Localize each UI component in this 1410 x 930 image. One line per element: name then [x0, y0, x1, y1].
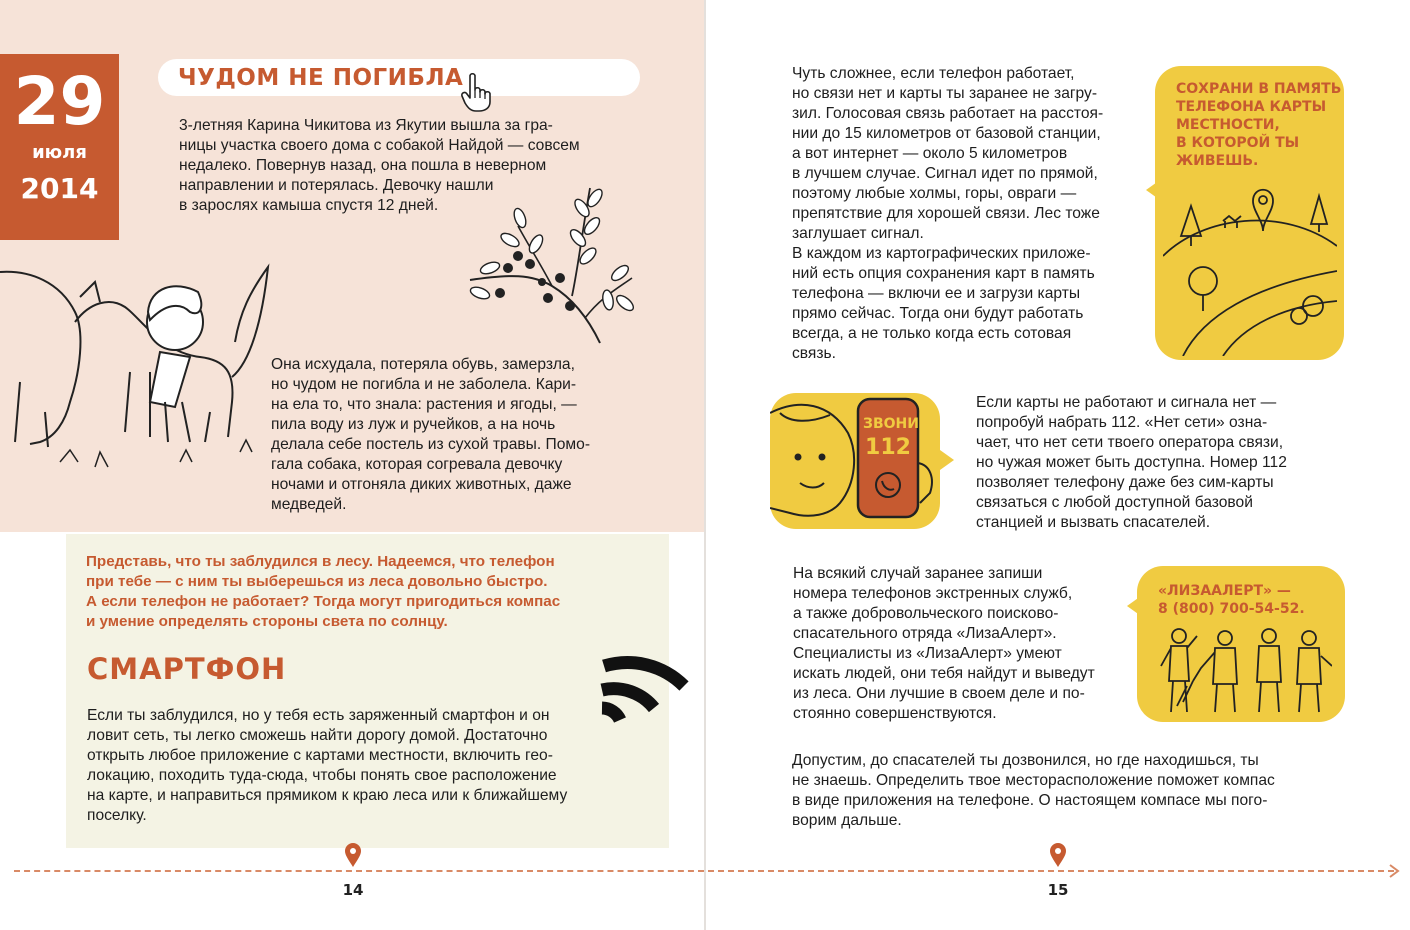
text-line: На всякий случай заранее запиши	[793, 565, 1043, 582]
bubble-tail	[1127, 596, 1141, 616]
text-line: поэтому любые холмы, горы, овраги —	[792, 185, 1077, 202]
text-line: МЕСТНОСТИ,	[1176, 117, 1280, 133]
story-title-pill	[158, 59, 640, 96]
text-line: Допустим, до спасателей ты дозвонился, но где находишься, ты	[792, 752, 1259, 769]
text-line: спасательного отряда «ЛизаАлерт».	[793, 625, 1057, 642]
pointing-hand-cursor-icon	[460, 72, 494, 112]
berry-branch-illustration	[460, 178, 640, 348]
lisa-alert-bubble	[1137, 566, 1345, 722]
text-line: недалеко. Повернув назад, она пошла в неверном	[179, 157, 547, 174]
text-line: «ЛИЗААЛЕРТ» —	[1158, 583, 1291, 599]
smartphone-paragraph	[87, 706, 567, 826]
text-line: на ела то, что знала: растения и ягоды, —	[271, 396, 577, 413]
text-line: Представь, что ты заблудился в лесу. Надеемся, что телефон	[86, 553, 555, 570]
footer-dashed-line	[14, 870, 704, 872]
text-line: заглушает сигнал.	[792, 225, 924, 242]
page-number-right: 15	[1047, 881, 1069, 899]
date-year: 2014	[20, 172, 99, 205]
map-landscape-illustration	[1163, 176, 1337, 356]
bubble-tail	[1146, 180, 1160, 200]
text-line: из леса. Они лучшие в своем деле и по-	[793, 685, 1085, 702]
text-line: а вот интернет — около 5 километров	[792, 145, 1068, 162]
date-block	[0, 54, 119, 240]
story-paragraph-2	[271, 355, 590, 515]
text-line: номера телефонов экстренных служб,	[793, 585, 1073, 602]
text-line: ворим дальше.	[792, 812, 902, 829]
arrow-right-icon	[1388, 864, 1400, 878]
text-line: ТЕЛЕФОНА КАРТЫ	[1176, 99, 1327, 115]
save-maps-tip	[1176, 80, 1341, 170]
location-pin-icon	[1048, 842, 1068, 868]
text-line: и умение определять стороны света по солнцу.	[86, 613, 448, 630]
footer-dashed-line	[708, 870, 1394, 872]
call-112-label	[863, 415, 919, 433]
text-line: позволяет телефону даже без сим-карты	[976, 474, 1274, 491]
text-line: В каждом из картографических приложе-	[792, 245, 1091, 262]
page-number-left: 14	[342, 881, 364, 899]
text-line: Если ты заблудился, но у тебя есть заряженный смартфон и он	[87, 707, 550, 724]
text-line: при тебе — с ним ты выберешься из леса довольно быстро.	[86, 573, 548, 590]
signal-paragraph	[792, 64, 1103, 364]
text-line: 112	[865, 435, 911, 460]
text-line: открыть любое приложение с картами местности, включить гео-	[87, 747, 553, 764]
section-title: СМАРТФОН	[87, 652, 287, 686]
text-line: на карте, и направиться прямиком к краю леса или к ближайшему	[87, 787, 568, 804]
text-line: зил. Голосовая связь работает на расстоя-	[792, 105, 1104, 122]
save-maps-bubble	[1155, 66, 1344, 360]
text-line: попробуй набрать 112. «Нет сети» озна-	[976, 414, 1268, 431]
text-line: А если телефон не работает? Тогда могут пригодиться компас	[86, 593, 561, 610]
text-line: прямо сейчас. Тогда они будут работать	[792, 305, 1084, 322]
wifi-signal-icon	[596, 628, 690, 724]
call-112-bubble	[770, 393, 940, 529]
lisa-alert-contact	[1158, 582, 1305, 618]
text-line: гала собака, которая согревала девочку	[271, 456, 563, 473]
right-page	[706, 0, 1410, 930]
story-title: ЧУДОМ НЕ ПОГИБЛА	[178, 65, 464, 91]
compass-paragraph	[792, 751, 1275, 831]
text-line: пила воду из луж и ручейков, а на ночь	[271, 416, 556, 433]
text-line: ЗВОНИ	[863, 416, 919, 432]
text-line: делала себе постель из сухой травы. Помо-	[271, 436, 591, 453]
intro-paragraph	[86, 552, 560, 632]
call-112-paragraph	[976, 393, 1287, 533]
bubble-tail	[940, 450, 954, 470]
date-month: июля	[32, 142, 87, 163]
text-line: всегда, а не только когда есть сотовая	[792, 325, 1072, 342]
text-line: локацию, походить туда-сюда, чтобы понять свое расположение	[87, 767, 557, 784]
text-line: телефона — включи ее и загрузи карты	[792, 285, 1081, 302]
text-line: препятствие для хорошей связи. Лес тоже	[792, 205, 1100, 222]
text-line: В КОТОРОЙ ТЫ	[1176, 135, 1300, 151]
girl-with-dog-illustration	[0, 262, 275, 482]
text-line: направлении и потерялась. Девочку нашли	[179, 177, 494, 194]
text-line: в лучшем случае. Сигнал идет по прямой,	[792, 165, 1098, 182]
lisa-alert-paragraph	[793, 564, 1095, 724]
text-line: связаться с любой доступной базовой	[976, 494, 1253, 511]
date-day: 29	[13, 63, 106, 140]
text-line: стоянно совершенствуются.	[793, 705, 997, 722]
text-line: но чудом не погибла и не заболела. Кари-	[271, 376, 577, 393]
text-line: в зарослях камыша спустя 12 дней.	[179, 197, 439, 214]
text-line: искать людей, они тебя найдут и выведут	[793, 665, 1095, 682]
location-pin-icon	[343, 842, 363, 868]
text-line: 8 (800) 700-54-52.	[1158, 601, 1305, 617]
text-line: ний есть опция сохранения карт в память	[792, 265, 1095, 282]
text-line: поселку.	[87, 807, 147, 824]
text-line: ночами и отгоняла диких животных, даже	[271, 476, 572, 493]
text-line: в виде приложения на телефоне. О настоящем компасе мы пого-	[792, 792, 1268, 809]
text-line: 3-летняя Карина Чикитова из Якутии вышла за гра-	[179, 117, 553, 134]
rescuers-illustration	[1157, 626, 1332, 716]
text-line: чает, что нет сети твоего оператора связи,	[976, 434, 1284, 451]
text-line: но чужая может быть доступна. Номер 112	[976, 454, 1287, 471]
text-line: ЖИВЕШЬ.	[1176, 153, 1259, 169]
text-line: не знаешь. Определить твое месторасположение поможет компас	[792, 772, 1275, 789]
call-112-number	[863, 435, 913, 461]
text-line: Чуть сложнее, если телефон работает,	[792, 65, 1075, 82]
text-line: но связи нет и карты ты заранее не загру-	[792, 85, 1098, 102]
text-line: Специалисты из «ЛизаАлерт» умеют	[793, 645, 1062, 662]
text-line: медведей.	[271, 496, 347, 513]
text-line: а также добровольческого поисково-	[793, 605, 1059, 622]
text-line: ницы участка своего дома с собакой Найдой — совсем	[179, 137, 580, 154]
text-line: Она исхудала, потеряла обувь, замерзла,	[271, 356, 575, 373]
text-line: ловит сеть, ты легко сможешь найти дорогу домой. Достаточно	[87, 727, 548, 744]
text-line: станцией и вызвать спасателей.	[976, 514, 1211, 531]
text-line: Если карты не работают и сигнала нет —	[976, 394, 1277, 411]
text-line: связь.	[792, 345, 836, 362]
boy-with-phone-illustration	[770, 393, 940, 529]
text-line: нии до 15 километров от базовой станции,	[792, 125, 1101, 142]
text-line: СОХРАНИ В ПАМЯТЬ	[1176, 81, 1342, 97]
